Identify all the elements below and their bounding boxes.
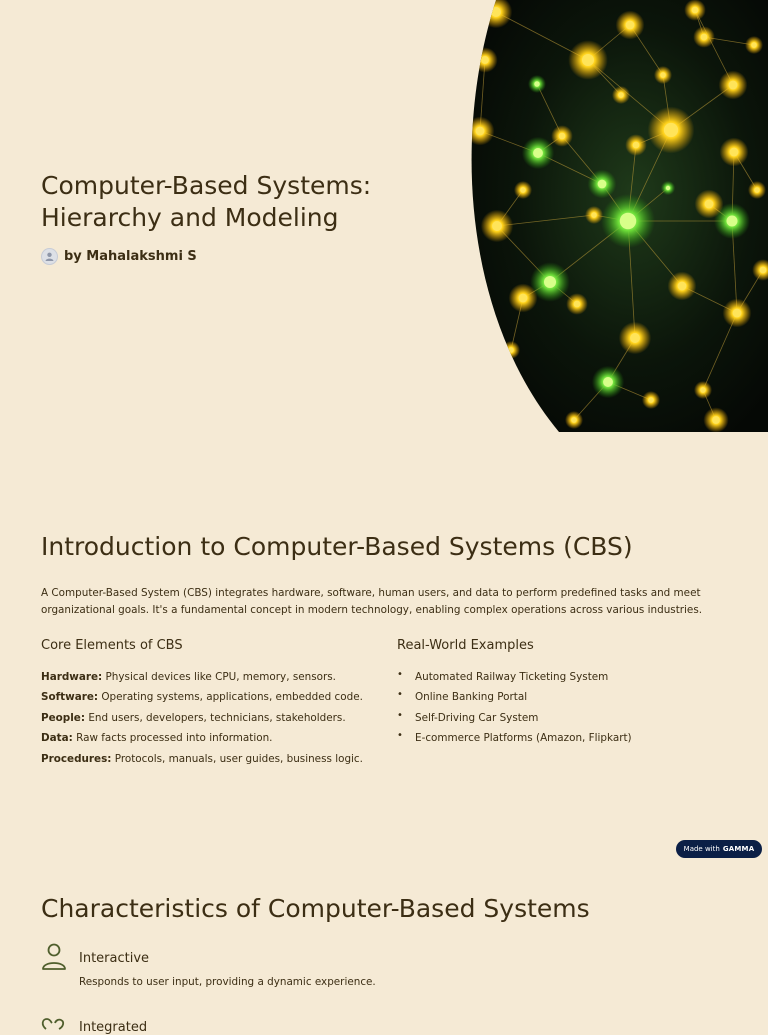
characteristics-heading: Characteristics of Computer-Based Systems <box>41 894 590 923</box>
network-node <box>491 7 501 17</box>
characteristic-name: Interactive <box>79 951 150 966</box>
network-node <box>630 333 640 343</box>
gamma-logo: GAMMA <box>722 845 755 853</box>
list-item: Procedures: Protocols, manuals, user guides, business logic. <box>41 752 363 765</box>
intro-heading: Introduction to Computer-Based Systems (CBS) <box>41 532 633 561</box>
characteristic-name: Integrated <box>79 1020 148 1035</box>
characteristic-desc: Responds to user input, providing a dynamic experience. <box>79 976 376 988</box>
network-node <box>574 301 581 308</box>
network-node <box>603 377 613 387</box>
network-node <box>582 54 594 66</box>
network-node <box>760 267 767 274</box>
examples-list <box>397 667 632 749</box>
network-node <box>664 123 678 137</box>
list-item: Data: Raw facts processed into information. <box>41 732 273 745</box>
network-node <box>626 21 635 30</box>
network-node <box>730 148 739 157</box>
network-node <box>692 7 699 14</box>
network-node <box>598 180 607 189</box>
page-title: Computer-Based Systems: Hierarchy and Modeling <box>41 171 372 232</box>
examples-heading: Real-World Examples <box>397 638 534 653</box>
network-node <box>591 212 597 218</box>
network-node <box>729 81 738 90</box>
list-item: • Self-Driving Car System <box>397 708 632 728</box>
network-node <box>633 142 640 149</box>
network-node <box>733 309 742 318</box>
network-node <box>705 200 714 209</box>
network-node <box>559 133 566 140</box>
network-node <box>648 397 654 403</box>
network-node <box>620 213 637 230</box>
core-elements-list <box>41 667 363 769</box>
network-node <box>618 92 624 98</box>
badge-prefix: Made with <box>683 845 720 853</box>
network-node <box>751 42 757 48</box>
network-node <box>754 187 760 193</box>
bullet-icon: • <box>397 709 403 721</box>
avatar-icon <box>44 251 55 262</box>
network-node <box>492 221 502 231</box>
hearts-icon <box>41 1016 69 1035</box>
network-node <box>476 127 485 136</box>
network-node <box>533 148 543 158</box>
list-item: • Automated Railway Ticketing System <box>397 667 632 687</box>
hero-image <box>471 0 768 432</box>
network-node <box>727 216 738 227</box>
avatar <box>41 248 58 265</box>
network-node <box>508 347 514 353</box>
network-node <box>571 417 577 423</box>
list-item: People: End users, developers, technicians, stakeholders. <box>41 711 346 724</box>
author-name: by Mahalakshmi S <box>64 249 197 264</box>
network-node <box>520 187 526 193</box>
author-byline <box>41 248 197 265</box>
network-node <box>700 387 706 393</box>
list-item: • E-commerce Platforms (Amazon, Flipkart) <box>397 728 632 748</box>
intro-paragraph: A Computer-Based System (CBS) integrates hardware, software, human users, and data to perform predefined tasks and meet organizational goals. It's a fundamental concept in modern technology, enabling complex operations across various industries. <box>41 587 703 616</box>
list-item: Hardware: Physical devices like CPU, memory, sensors. <box>41 671 336 683</box>
network-node <box>701 34 708 41</box>
network-node <box>666 186 670 190</box>
network-node <box>678 282 687 291</box>
network-node <box>660 72 666 78</box>
bullet-icon: • <box>397 689 403 701</box>
list-item: Software: Operating systems, applications, embedded code. <box>41 691 363 704</box>
user-icon <box>41 943 67 975</box>
bullet-icon: • <box>397 730 403 742</box>
made-with-gamma-badge[interactable] <box>676 840 762 858</box>
network-node <box>712 416 720 424</box>
bullet-icon: • <box>397 669 403 680</box>
network-node <box>481 56 489 64</box>
list-item: • Online Banking Portal <box>397 687 632 707</box>
network-node <box>544 276 556 288</box>
network-node <box>534 81 540 87</box>
network-node <box>519 294 528 303</box>
core-elements-heading: Core Elements of CBS <box>41 638 183 653</box>
